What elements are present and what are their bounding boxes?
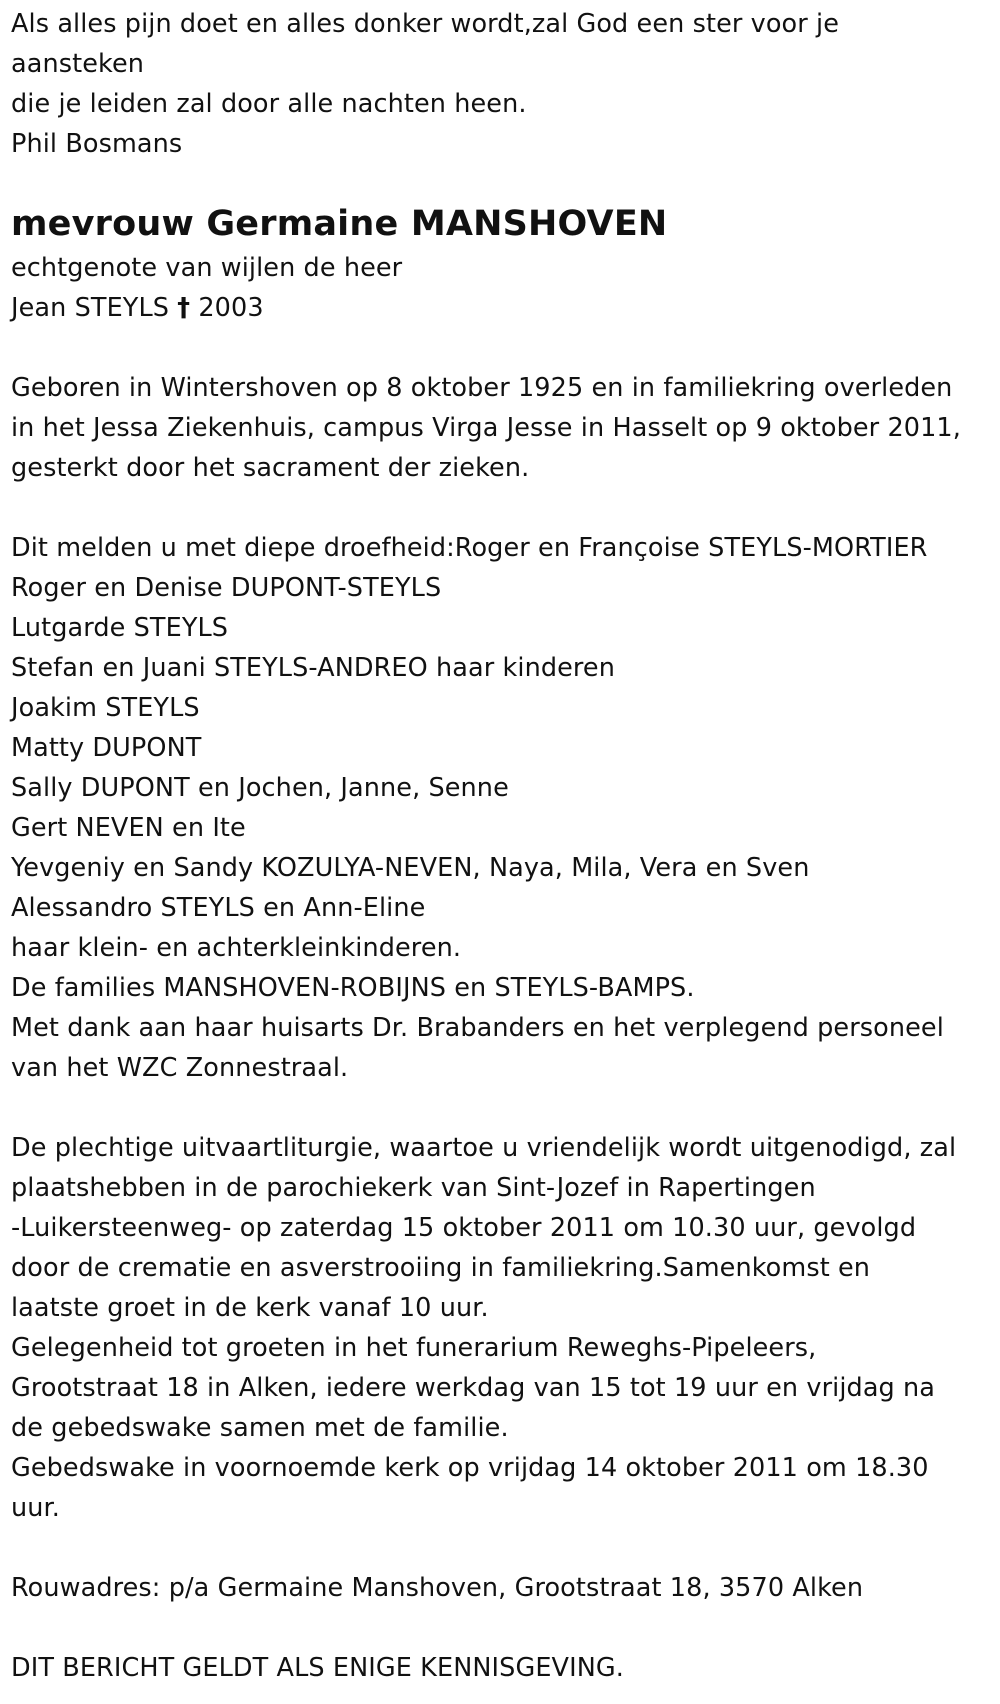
birth-line: in het Jessa Ziekenhuis, campus Virga Jesse in Hasselt op 9 oktober 2011, xyxy=(11,413,961,443)
spouse-intro: echtgenote van wijlen de heer xyxy=(11,253,403,283)
family-line: Dit melden u met diepe droefheid:Roger en Françoise STEYLS-MORTIER xyxy=(11,533,928,563)
funeral-line: -Luikersteenweg- op zaterdag 15 oktober 2011 om 10.30 uur, gevolgd xyxy=(11,1213,917,1243)
birth-line: Geboren in Wintershoven op 8 oktober 1925 en in familiekring overleden xyxy=(11,373,953,403)
family-line: Lutgarde STEYLS xyxy=(11,613,229,643)
spouse-death-year: 2003 xyxy=(198,293,264,323)
funeral-line: De plechtige uitvaartliturgie, waartoe u vriendelijk wordt uitgenodigd, zal xyxy=(11,1133,957,1163)
quote-line: Als alles pijn doet en alles donker wordt,zal God een ster voor je xyxy=(11,9,840,39)
funeral-line: Gelegenheid tot groeten in het funerarium Reweghs-Pipeleers, xyxy=(11,1333,817,1363)
spacer xyxy=(11,488,989,528)
family-line: Stefan en Juani STEYLS-ANDREO haar kinderen xyxy=(11,653,615,683)
spouse-line xyxy=(11,288,989,328)
spacer xyxy=(11,1088,989,1128)
cross-icon: † xyxy=(177,293,191,323)
funeral-line: Grootstraat 18 in Alken, iedere werkdag van 15 tot 19 uur en vrijdag na xyxy=(11,1373,936,1403)
spouse-block xyxy=(11,248,989,328)
funeral-line: laatste groet in de kerk vanaf 10 uur. xyxy=(11,1293,489,1323)
family-line: Alessandro STEYLS en Ann-Eline xyxy=(11,893,426,923)
quote-line: aansteken xyxy=(11,49,144,79)
quote-block xyxy=(11,4,989,164)
funeral-line: plaatshebben in de parochiekerk van Sint-Jozef in Rapertingen xyxy=(11,1173,816,1203)
quote-line: die je leiden zal door alle nachten heen. xyxy=(11,89,527,119)
spacer xyxy=(11,328,989,368)
spacer xyxy=(11,1608,989,1648)
birth-line: gesterkt door het sacrament der zieken. xyxy=(11,453,530,483)
birth-death-block xyxy=(11,368,989,488)
family-line: Gert NEVEN en Ite xyxy=(11,813,246,843)
family-line: Yevgeniy en Sandy KOZULYA-NEVEN, Naya, Mila, Vera en Sven xyxy=(11,853,810,883)
funeral-line: uur. xyxy=(11,1493,60,1523)
funeral-block xyxy=(11,1128,989,1528)
funeral-line: Gebedswake in voornoemde kerk op vrijdag 14 oktober 2011 om 18.30 xyxy=(11,1453,929,1483)
deceased-name-title: mevrouw Germaine MANSHOVEN xyxy=(11,204,668,244)
family-line: De families MANSHOVEN-ROBIJNS en STEYLS-BAMPS. xyxy=(11,973,695,1003)
spouse-name: Jean STEYLS xyxy=(11,293,170,323)
funeral-line: door de crematie en asverstrooiing in familiekring.Samenkomst en xyxy=(11,1253,871,1283)
family-line: Sally DUPONT en Jochen, Janne, Senne xyxy=(11,773,509,803)
family-block xyxy=(11,528,989,1088)
family-line: haar klein- en achterkleinkinderen. xyxy=(11,933,462,963)
official-notice: DIT BERICHT GELDT ALS ENIGE KENNISGEVING. xyxy=(11,1653,624,1683)
quote-author: Phil Bosmans xyxy=(11,129,183,159)
family-line: Matty DUPONT xyxy=(11,733,202,763)
family-line: Joakim STEYLS xyxy=(11,693,200,723)
family-line: Roger en Denise DUPONT-STEYLS xyxy=(11,573,442,603)
spacer xyxy=(11,1528,989,1568)
mourning-address: Rouwadres: p/a Germaine Manshoven, Grootstraat 18, 3570 Alken xyxy=(11,1573,864,1603)
family-line: Met dank aan haar huisarts Dr. Brabanders en het verplegend personeel xyxy=(11,1013,944,1043)
funeral-line: de gebedswake samen met de familie. xyxy=(11,1413,509,1443)
family-line: van het WZC Zonnestraal. xyxy=(11,1053,349,1083)
